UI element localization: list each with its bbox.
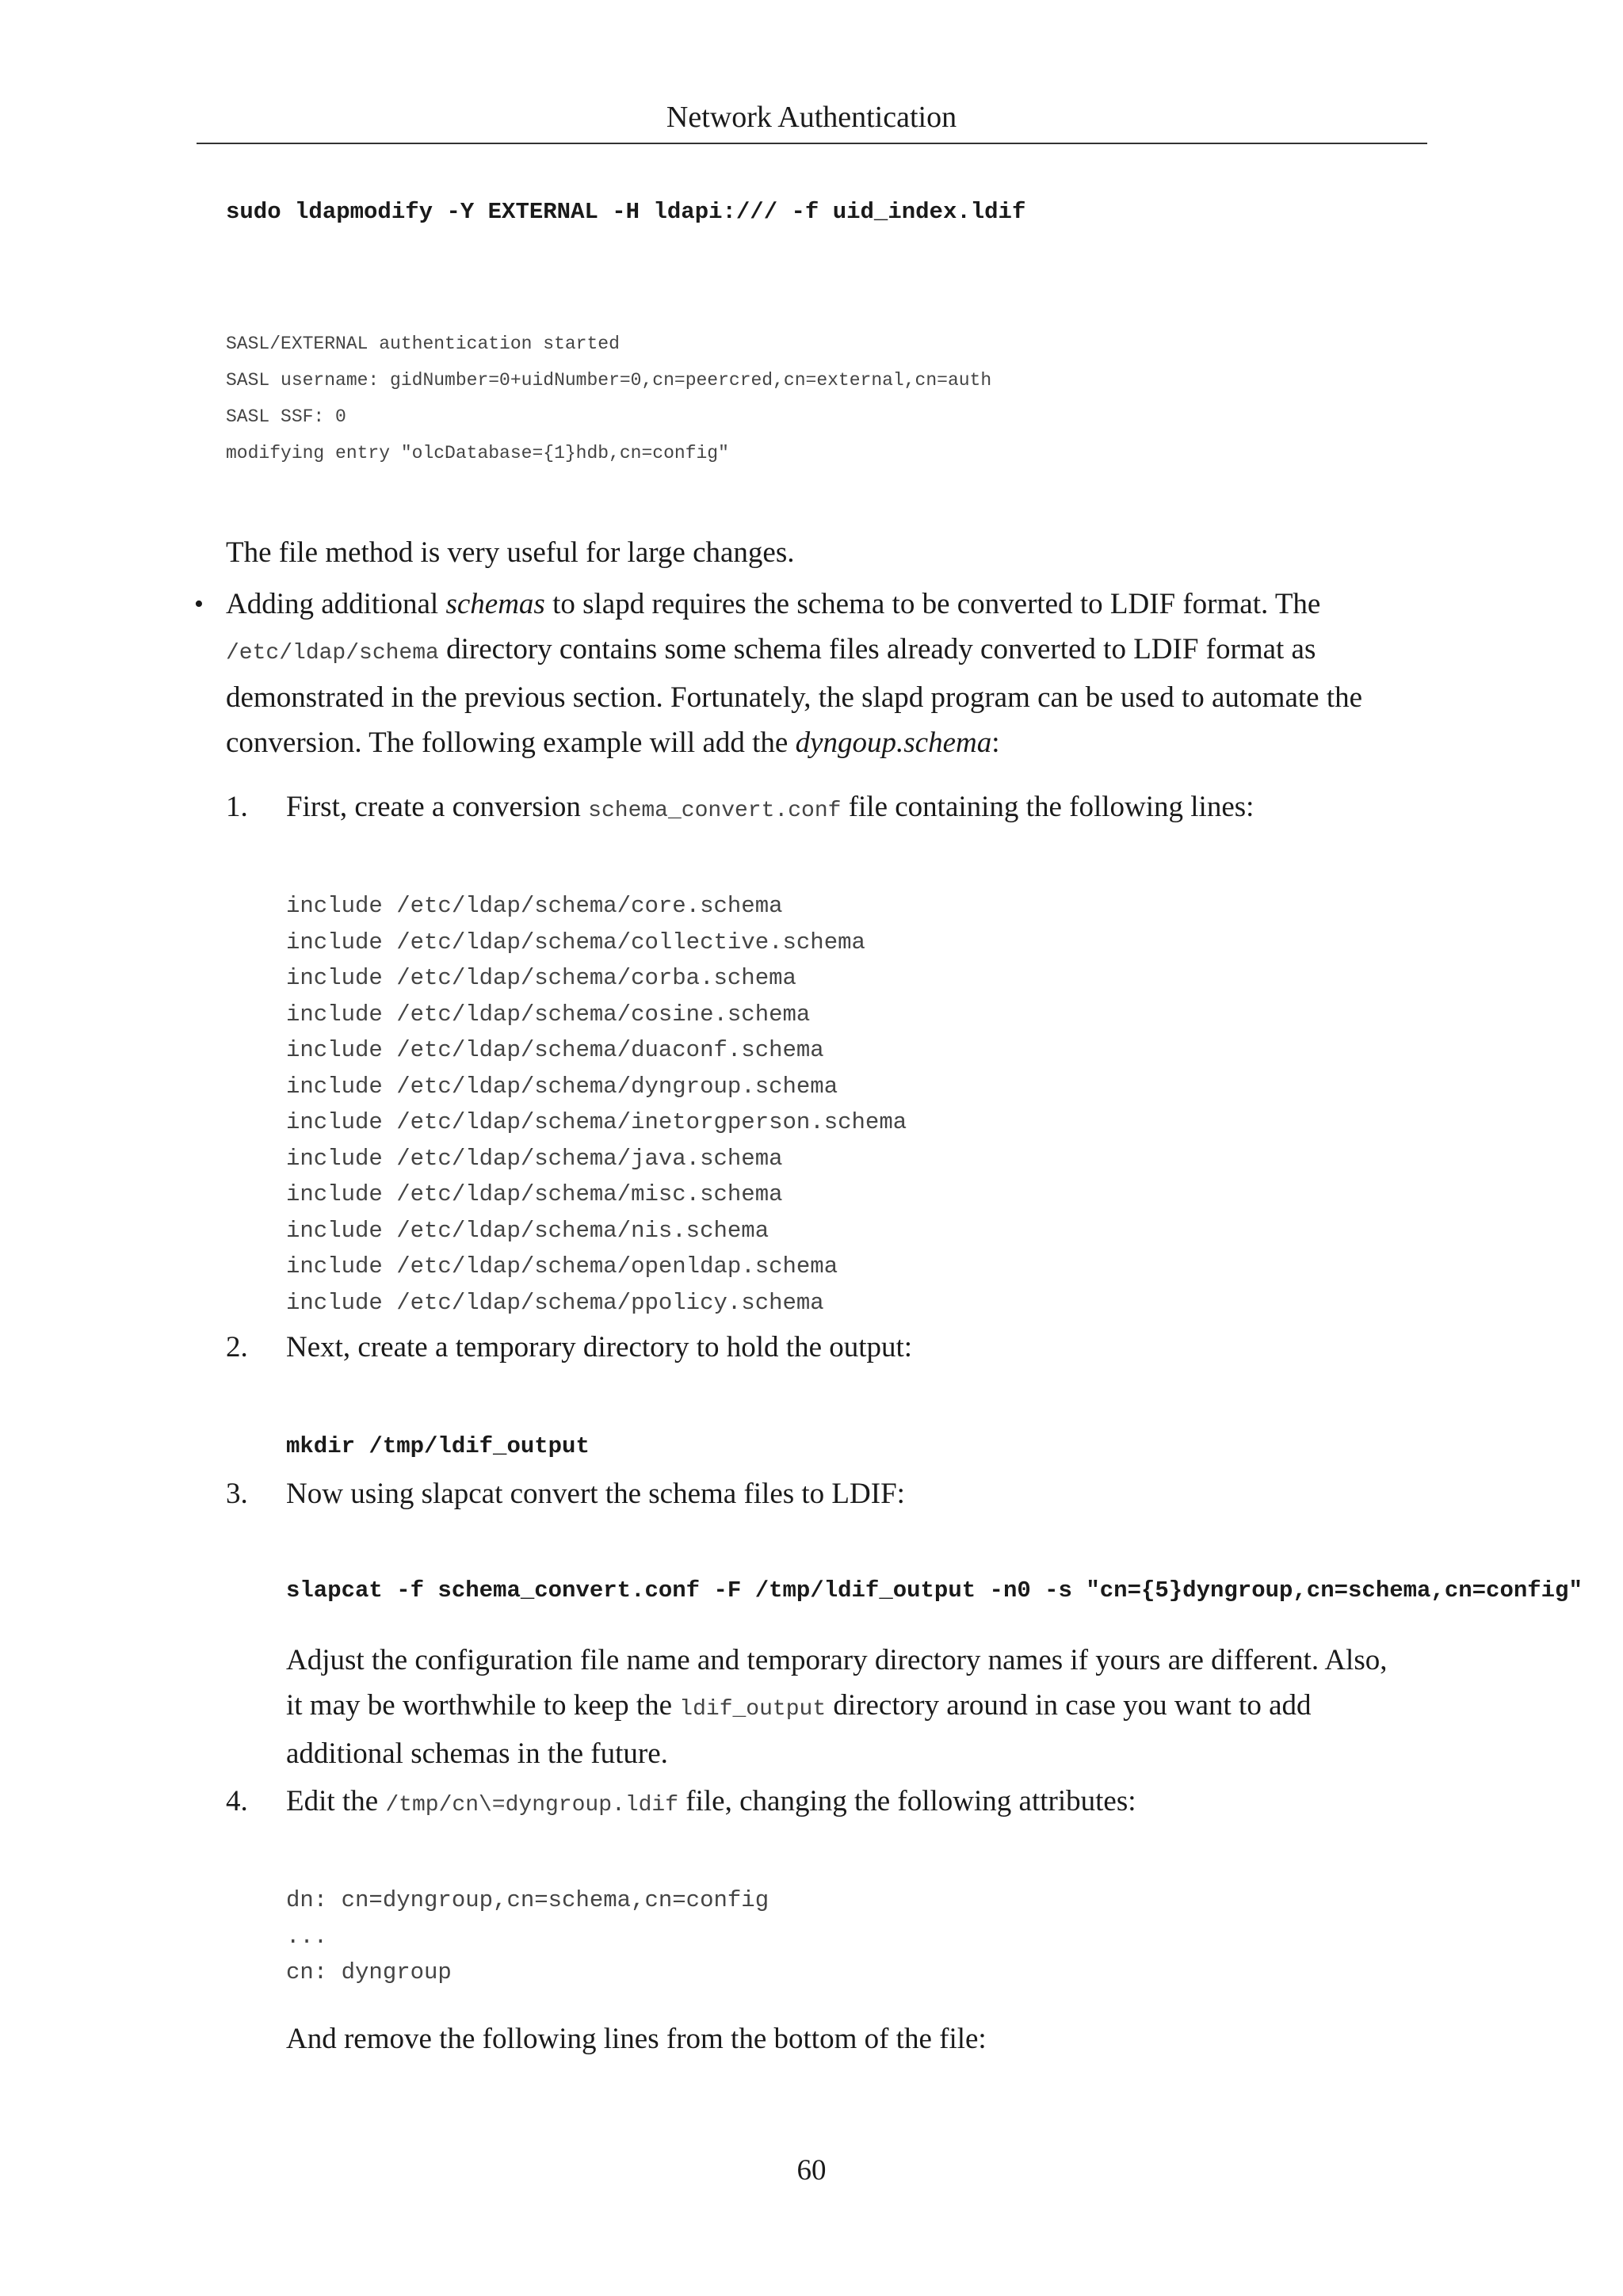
include-line: include /etc/ldap/schema/corba.schema — [286, 965, 796, 991]
schemas-emphasis: schemas — [445, 588, 545, 620]
include-line: include /etc/ldap/schema/misc.schema — [286, 1181, 783, 1207]
output-line: SASL username: gidNumber=0+uidNumber=0,cn=peercred,cn=external,cn=auth — [226, 370, 992, 391]
include-line: include /etc/ldap/schema/dyngroup.schema — [286, 1073, 838, 1100]
step-number: 4. — [226, 1785, 248, 1817]
remove-lines-paragraph: And remove the following lines from the bottom of the file: — [286, 2023, 987, 2055]
header-divider — [197, 143, 1427, 144]
include-line: include /etc/ldap/schema/openldap.schema — [286, 1253, 838, 1280]
schema-dir-path: /etc/ldap/schema — [226, 640, 439, 666]
ldif-line: ... — [286, 1923, 328, 1950]
include-line: include /etc/ldap/schema/core.schema — [286, 893, 783, 919]
adjust-paragraph: Adjust the configuration file name and temporary directory names if yours are different. Also, it may be worthwhile to keep the ldif_output directory around in case you want to add additional schemas in the future. — [286, 1644, 1388, 1771]
ldapmodify-command: sudo ldapmodify -Y EXTERNAL -H ldapi:/// -f uid_index.ldif — [226, 199, 1026, 225]
include-line: include /etc/ldap/schema/nis.schema — [286, 1217, 769, 1244]
ldif-line: dn: cn=dyngroup,cn=schema,cn=config — [286, 1887, 769, 1913]
running-header: Network Authentication — [666, 101, 957, 134]
step-2-text: Next, create a temporary directory to hold the output: — [286, 1331, 913, 1363]
bullet-marker: • — [194, 589, 204, 619]
mkdir-command: mkdir /tmp/ldif_output — [286, 1433, 590, 1459]
slapcat-command: slapcat -f schema_convert.conf -F /tmp/ldif_output -n0 -s "cn={5}dyngroup,cn=schema,cn=config" — [286, 1577, 1583, 1604]
schemas-paragraph: Adding additional schemas to slapd requires the schema to be converted to LDIF format. The /etc/ldap/schema directory contains some schema files already converted to LDIF format as demonstrated in the previous section. Fortunately, the slapd program can be used to automate the conversion. The following example will add the dyngoup.schema: — [226, 588, 1363, 760]
file-method-paragraph: The file method is very useful for large changes. — [226, 536, 795, 569]
include-line: include /etc/ldap/schema/collective.schema — [286, 929, 865, 955]
output-line: modifying entry "olcDatabase={1}hdb,cn=config" — [226, 443, 729, 463]
ldif-line: cn: dyngroup — [286, 1959, 452, 1985]
output-line: SASL/EXTERNAL authentication started — [226, 334, 620, 354]
include-line: include /etc/ldap/schema/cosine.schema — [286, 1001, 811, 1028]
include-line: include /etc/ldap/schema/ppolicy.schema — [286, 1289, 824, 1316]
include-line: include /etc/ldap/schema/java.schema — [286, 1145, 783, 1172]
dyngoup-schema-emphasis: dyngoup.schema — [795, 727, 992, 760]
output-line: SASL SSF: 0 — [226, 406, 346, 427]
include-line: include /etc/ldap/schema/inetorgperson.schema — [286, 1109, 907, 1135]
step-number: 2. — [226, 1331, 248, 1363]
conf-filename: schema_convert.conf — [588, 799, 842, 823]
step-number: 1. — [226, 791, 248, 823]
step-3-text: Now using slapcat convert the schema files to LDIF: — [286, 1478, 905, 1510]
page-number: 60 — [796, 2154, 827, 2187]
step-1-text: First, create a conversion schema_convert.conf file containing the following lines: — [286, 791, 1254, 823]
step-4-text: Edit the /tmp/cn\=dyngroup.ldif file, changing the following attributes: — [286, 1785, 1136, 1817]
ldif-file-path: /tmp/cn\=dyngroup.ldif — [385, 1793, 679, 1817]
include-line: include /etc/ldap/schema/duaconf.schema — [286, 1037, 824, 1063]
ldif-output-dir: ldif_output — [679, 1696, 827, 1722]
step-number: 3. — [226, 1478, 248, 1510]
